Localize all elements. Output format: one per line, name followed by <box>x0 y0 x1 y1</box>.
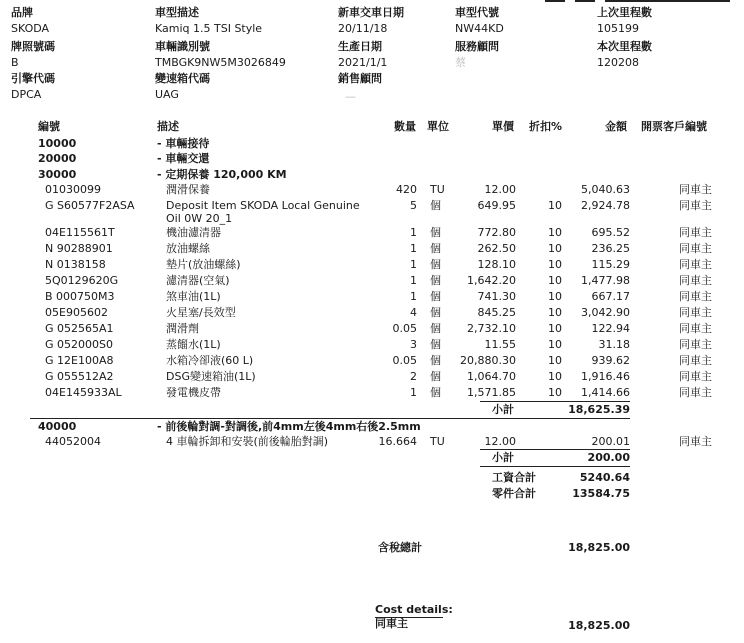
subtotal-label: 小計 <box>492 403 514 416</box>
cell-desc: 放油螺絲 <box>166 242 210 255</box>
cell-amount: 5,040.63 <box>581 183 630 196</box>
cell-amount: 122.94 <box>591 322 630 335</box>
cell-qty: 420 <box>396 183 417 196</box>
col-code: 編號 <box>38 120 60 133</box>
cell-code: N 90288901 <box>45 242 113 255</box>
cell-amount: 115.29 <box>591 258 630 271</box>
cell-qty: 16.664 <box>378 435 417 448</box>
col-qty: 數量 <box>394 120 416 133</box>
cell-payer: 同車主 <box>679 199 712 212</box>
top-rule-fragment <box>545 0 565 2</box>
cell-qty: 1 <box>410 386 417 399</box>
cell-unit: 個 <box>430 370 441 383</box>
cell-unit: 個 <box>430 322 441 335</box>
cell-qty: 1 <box>410 226 417 239</box>
cell-desc: Deposit Item SKODA Local Genuine <box>166 199 360 212</box>
model-code-value: NW44KD <box>455 22 504 35</box>
cell-code: G S60577F2ASA <box>45 199 135 212</box>
cell-amount: 1,477.98 <box>581 274 630 287</box>
cell-price: 1,642.20 <box>467 274 516 287</box>
cell-qty: 2 <box>410 370 417 383</box>
cell-payer: 同車主 <box>679 338 712 351</box>
brand-label: 品牌 <box>11 6 33 19</box>
section-desc: - 定期保養 120,000 KM <box>157 168 287 181</box>
cell-amount: 1,916.46 <box>581 370 630 383</box>
cell-disc: 10 <box>548 242 562 255</box>
cell-price: 128.10 <box>477 258 516 271</box>
model-desc-value: Kamiq 1.5 TSI Style <box>155 22 263 35</box>
cell-disc: 10 <box>548 199 562 212</box>
col-discount: 折扣% <box>529 120 563 133</box>
section-code: 20000 <box>38 152 77 165</box>
section-code: 10000 <box>38 137 77 150</box>
gearbox-code-label: 變速箱代碼 <box>155 72 210 85</box>
cell-payer: 同車主 <box>679 183 712 196</box>
cell-qty: 5 <box>410 199 417 212</box>
plate-value: B <box>11 56 19 69</box>
model-code-label: 車型代號 <box>455 6 499 19</box>
cell-qty: 0.05 <box>392 354 417 367</box>
cell-qty: 4 <box>410 306 417 319</box>
service-advisor-value: 蔡 <box>455 56 467 69</box>
cell-code: 04E115561T <box>45 226 115 239</box>
cell-desc: 濾清器(空氣) <box>166 274 230 287</box>
cell-qty: 0.05 <box>392 322 417 335</box>
cost-amount: 18,825.00 <box>568 619 630 632</box>
cell-amount: 1,414.66 <box>581 386 630 399</box>
cell-payer: 同車主 <box>679 290 712 303</box>
cell-price: 11.55 <box>484 338 516 351</box>
sales-advisor-value: — <box>345 90 357 103</box>
production-date-value: 2021/1/1 <box>338 56 388 69</box>
col-desc: 描述 <box>157 120 179 133</box>
section-code: 40000 <box>38 420 77 433</box>
cell-code: B 000750M3 <box>45 290 115 303</box>
cell-qty: 1 <box>410 290 417 303</box>
cell-code: 5Q0129620G <box>45 274 119 287</box>
cell-qty: 3 <box>410 338 417 351</box>
current-mileage-label: 本次里程數 <box>597 40 652 53</box>
subtotal-amount: 200.00 <box>587 451 630 464</box>
cell-desc: 火星塞/長效型 <box>166 306 236 319</box>
top-rule-fragment <box>575 0 595 2</box>
cell-payer: 同車主 <box>679 242 712 255</box>
cell-amount: 2,924.78 <box>581 199 630 212</box>
cell-desc: 潤滑保養 <box>166 183 210 196</box>
cell-price: 12.00 <box>484 435 516 448</box>
cell-amount: 3,042.90 <box>581 306 630 319</box>
cell-payer: 同車主 <box>679 306 712 319</box>
cell-desc: 發電機皮帶 <box>166 386 221 399</box>
subtotal-label: 小計 <box>492 451 514 464</box>
vin-label: 車輛識別號 <box>155 40 210 53</box>
model-desc-label: 車型描述 <box>155 6 199 19</box>
cell-unit: 個 <box>430 274 441 287</box>
labor-total-amount: 5240.64 <box>579 471 630 484</box>
cell-desc-continued: Oil 0W 20_1 <box>166 212 233 225</box>
grand-total-label: 含稅總計 <box>378 541 422 554</box>
gearbox-code-value: UAG <box>155 88 179 101</box>
cell-payer: 同車主 <box>679 322 712 335</box>
subtotal-rule <box>480 401 630 402</box>
cell-amount: 939.62 <box>591 354 630 367</box>
cell-unit: 個 <box>430 258 441 271</box>
cell-code: G 052000S0 <box>45 338 113 351</box>
cell-unit: 個 <box>430 354 441 367</box>
engine-code-value: DPCA <box>11 88 42 101</box>
cell-unit: TU <box>430 435 445 448</box>
current-mileage-value: 120208 <box>597 56 639 69</box>
cell-price: 649.95 <box>477 199 516 212</box>
cell-disc: 10 <box>548 370 562 383</box>
production-date-label: 生產日期 <box>338 40 382 53</box>
cell-payer: 同車主 <box>679 370 712 383</box>
cell-amount: 667.17 <box>591 290 630 303</box>
cell-qty: 1 <box>410 258 417 271</box>
cell-disc: 10 <box>548 386 562 399</box>
col-price: 單價 <box>492 120 514 133</box>
cost-payer: 同車主 <box>375 617 408 630</box>
cell-price: 2,732.10 <box>467 322 516 335</box>
vin-value: TMBGK9NW5M3026849 <box>155 56 286 69</box>
subtotal-rule <box>480 449 630 450</box>
cell-code: 05E905602 <box>45 306 108 319</box>
cell-code: G 052565A1 <box>45 322 114 335</box>
cell-disc: 10 <box>548 338 562 351</box>
cell-disc: 10 <box>548 290 562 303</box>
col-payer: 開票客戶編號 <box>641 120 707 133</box>
delivery-date-label: 新車交車日期 <box>338 6 404 19</box>
cell-code: G 12E100A8 <box>45 354 114 367</box>
cell-desc: 水箱冷卻液(60 L) <box>166 354 254 367</box>
labor-total-label: 工資合計 <box>492 471 536 484</box>
totals-rule <box>480 466 630 467</box>
cell-unit: 個 <box>430 199 441 212</box>
brand-value: SKODA <box>11 22 50 35</box>
cell-amount: 695.52 <box>591 226 630 239</box>
section-desc: - 車輛交還 <box>157 152 210 165</box>
cell-price: 741.30 <box>477 290 516 303</box>
service-advisor-label: 服務顧問 <box>455 40 499 53</box>
cell-desc: 墊片(放油螺絲) <box>166 258 241 271</box>
top-rule-fragment <box>605 0 730 2</box>
cell-payer: 同車主 <box>679 386 712 399</box>
section-desc: - 前後輪對調-對調後,前4mm左後4mm右後2.5mm <box>157 420 421 433</box>
cell-price: 20,880.30 <box>460 354 516 367</box>
section-desc: - 車輛接待 <box>157 137 210 150</box>
cell-unit: 個 <box>430 226 441 239</box>
cell-desc: 煞車油(1L) <box>166 290 221 303</box>
cell-price: 262.50 <box>477 242 516 255</box>
engine-code-label: 引擎代碼 <box>11 72 55 85</box>
cell-payer: 同車主 <box>679 435 712 448</box>
cell-payer: 同車主 <box>679 354 712 367</box>
cell-price: 845.25 <box>477 306 516 319</box>
delivery-date-value: 20/11/18 <box>338 22 388 35</box>
cell-code: G 055512A2 <box>45 370 114 383</box>
subtotal-amount: 18,625.39 <box>568 403 630 416</box>
cell-desc: 機油濾清器 <box>166 226 221 239</box>
grand-total-amount: 18,825.00 <box>568 541 630 554</box>
cell-unit: 個 <box>430 306 441 319</box>
cell-amount: 31.18 <box>598 338 630 351</box>
cell-price: 1,064.70 <box>467 370 516 383</box>
cell-unit: TU <box>430 183 445 196</box>
cell-code: N 0138158 <box>45 258 106 271</box>
col-unit: 單位 <box>427 120 449 133</box>
cell-code: 01030099 <box>45 183 101 196</box>
cell-amount: 236.25 <box>591 242 630 255</box>
cell-payer: 同車主 <box>679 274 712 287</box>
cell-disc: 10 <box>548 258 562 271</box>
cell-disc: 10 <box>548 226 562 239</box>
cell-amount: 200.01 <box>591 435 630 448</box>
sales-advisor-label: 銷售顧問 <box>338 72 382 85</box>
cell-price: 772.80 <box>477 226 516 239</box>
cell-qty: 1 <box>410 242 417 255</box>
cell-unit: 個 <box>430 386 441 399</box>
cell-code: 04E145933AL <box>45 386 122 399</box>
last-mileage-value: 105199 <box>597 22 639 35</box>
cost-details-title: Cost details: <box>375 603 453 616</box>
parts-total-label: 零件合計 <box>492 487 536 500</box>
cell-unit: 個 <box>430 242 441 255</box>
cell-desc: DSG變速箱油(1L) <box>166 370 256 383</box>
cell-qty: 1 <box>410 274 417 287</box>
col-amount: 金額 <box>605 120 627 133</box>
cell-disc: 10 <box>548 322 562 335</box>
plate-label: 牌照號碼 <box>11 40 55 53</box>
cell-unit: 個 <box>430 338 441 351</box>
cell-desc: 潤滑劑 <box>166 322 199 335</box>
cell-payer: 同車主 <box>679 258 712 271</box>
section-code: 30000 <box>38 168 77 181</box>
cell-desc: 4 車輪拆卸和安裝(前後輪胎對調) <box>166 435 329 448</box>
cell-price: 1,571.85 <box>467 386 516 399</box>
cell-disc: 10 <box>548 274 562 287</box>
cell-price: 12.00 <box>484 183 516 196</box>
cell-disc: 10 <box>548 354 562 367</box>
cell-desc: 蒸餾水(1L) <box>166 338 221 351</box>
last-mileage-label: 上次里程數 <box>597 6 652 19</box>
parts-total-amount: 13584.75 <box>572 487 630 500</box>
cell-disc: 10 <box>548 306 562 319</box>
section-rule <box>30 418 630 419</box>
cell-payer: 同車主 <box>679 226 712 239</box>
cell-code: 44052004 <box>45 435 101 448</box>
cell-unit: 個 <box>430 290 441 303</box>
